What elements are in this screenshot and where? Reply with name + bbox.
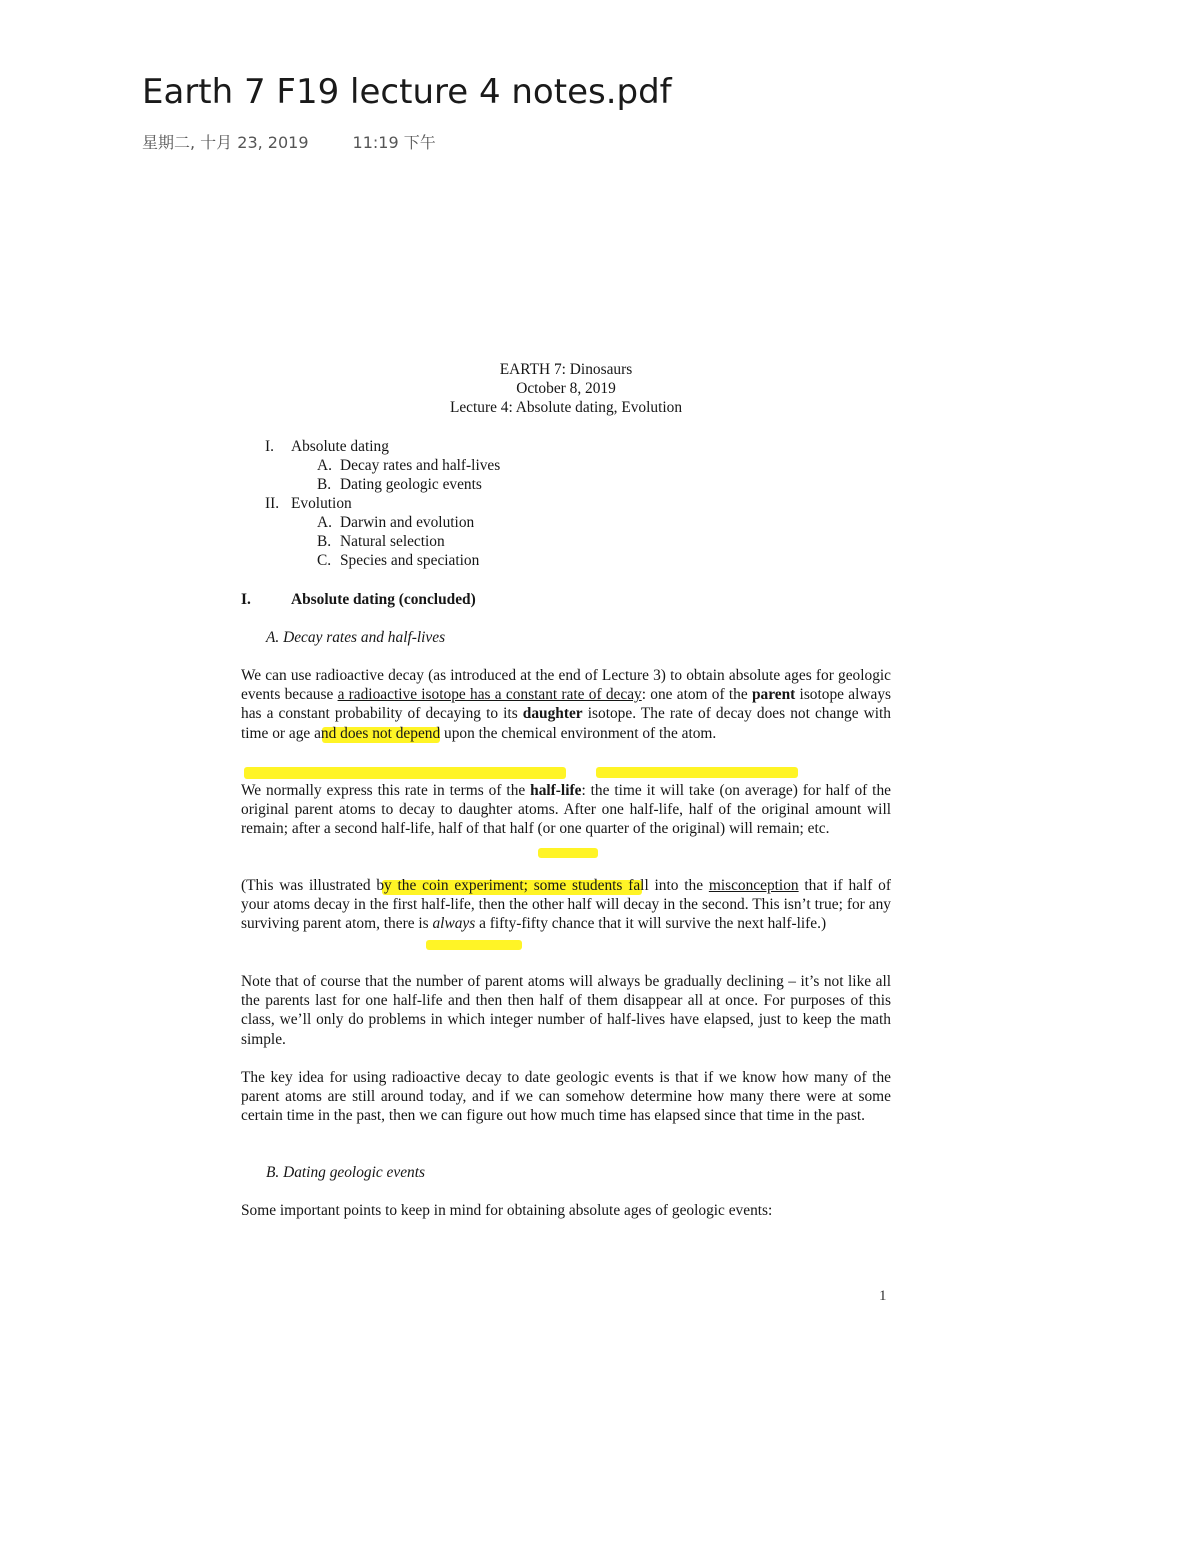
doc-course-title: EARTH 7: Dinosaurs: [499, 361, 633, 378]
doc-lecture-title: Lecture 4: Absolute dating, Evolution: [449, 399, 683, 416]
note-title: Earth 7 F19 lecture 4 notes.pdf: [142, 72, 672, 112]
outline-sub-item: Species and speciation: [340, 552, 480, 569]
section-heading: Absolute dating (concluded): [291, 591, 476, 608]
outline-sub-number: A.: [317, 514, 332, 531]
doc-date: October 8, 2019: [516, 380, 616, 397]
outline-sub-item: Natural selection: [340, 533, 445, 550]
outline-item: Evolution: [291, 495, 352, 512]
paragraph: We normally express this rate in terms of the half-life: the time it will take (on average) for half of the original parent atoms to decay to daughter atoms. After one half-life, half of the original amount will remain; after a second half-life, half of that half (or one quarter of the original) will remain; etc.: [241, 782, 891, 838]
outline-number: I.: [265, 438, 274, 455]
subsection-heading: A. Decay rates and half-lives: [266, 629, 446, 646]
outline-sub-item: Darwin and evolution: [340, 514, 475, 531]
outline-sub-item: Decay rates and half-lives: [340, 457, 501, 474]
paragraph: Some important points to keep in mind for obtaining absolute ages of geologic events:: [241, 1202, 773, 1219]
note-timestamp: [142, 130, 436, 153]
paragraph: (This was illustrated by the coin experiment; some students fall into the misconception that if half of your atoms decay in the first half-life, then the other half will decay in the second. This isn’t true; for any surviving parent atom, there is always a fifty-fifty chance that it will survive the next half-life.): [241, 877, 891, 933]
outline-sub-number: A.: [317, 457, 332, 474]
highlight-stroke: [244, 767, 566, 779]
outline-number: II.: [265, 495, 280, 512]
highlight-stroke: [538, 848, 598, 858]
outline-sub-number: B.: [317, 533, 332, 550]
outline-sub-number: B.: [317, 476, 332, 493]
outline-item: Absolute dating: [291, 438, 389, 455]
outline-sub-item: Dating geologic events: [340, 476, 482, 493]
page-number: 1: [879, 1288, 887, 1304]
section-number: I.: [241, 591, 251, 608]
paragraph: We can use radioactive decay (as introduced at the end of Lecture 3) to obtain absolute ages for geologic events because a radioactive isotope has a constant rate of decay: one atom of the parent isotope always has a constant probability of decaying to its daughter isotope. The rate of decay does not change with time or age and does not depend upon the chemical environment of the atom.: [241, 667, 892, 742]
highlight-stroke: [596, 767, 798, 778]
paragraph: Note that of course that the number of parent atoms will always be gradually declining – it’s not like all the parents last for one half-life and then then half of them disappear all at once. For purposes of this class, we’ll only do problems in which integer number of half-lives have elapsed, just to keep the math simple.: [241, 973, 891, 1048]
subsection-heading: B. Dating geologic events: [266, 1164, 425, 1181]
note-date: 星期二, 十月 23, 2019: [142, 133, 309, 152]
outline-sub-number: C.: [317, 552, 332, 569]
note-time: 11:19 下午: [352, 133, 436, 152]
highlight-stroke: [426, 940, 522, 950]
paragraph: The key idea for using radioactive decay to date geologic events is that if we know how many of the parent atoms are still around today, and if we can somehow determine how many there were at some certain time in the past, then we can figure out how much time has elapsed since that time in the past.: [241, 1069, 891, 1125]
